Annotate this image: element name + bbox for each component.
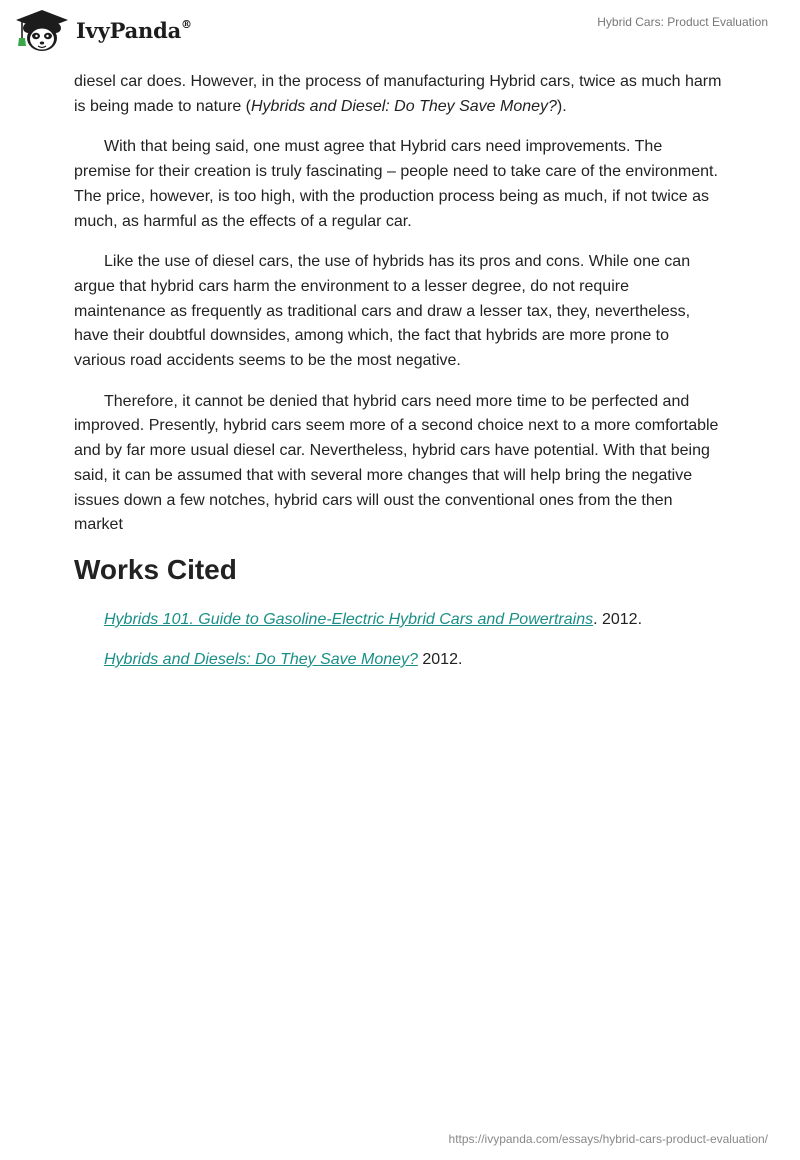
paragraph-2: With that being said, one must agree that Hybrid cars need improvements. The premise for their creation is truly fascinating – people need to take care of the environment. The price, however, is too high, with the production process being as much, if not twice as much, as harmful as the effects of a regular car. xyxy=(74,138,718,230)
paragraph-1: diesel car does. However, in the process of manufacturing Hybrid cars, twice as much harm is being made to nature (Hybrids and Diesel: Do They Save Money?). xyxy=(74,73,722,115)
panda-logo-icon xyxy=(14,8,70,52)
page-url: https://ivypanda.com/essays/hybrid-cars-product-evaluation/ xyxy=(448,1132,768,1146)
paragraph-4: Therefore, it cannot be denied that hybrid cars need more time to be perfected and improved. Presently, hybrid cars seem more of a second choice next to a more comfortable and by far more usual diesel car. Nevertheless, hybrid cars have potential. With that being said, it can be assumed that with several more changes that will help bring the negative issues down a few notches, hybrid cars will oust the conventional ones from the then market xyxy=(74,392,719,534)
citation-link-hybrids-diesels[interactable]: Hybrids and Diesels: Do They Save Money? xyxy=(104,650,418,668)
page-header xyxy=(0,0,800,60)
document-title: Hybrid Cars: Product Evaluation xyxy=(597,15,768,29)
paragraph-3: Like the use of diesel cars, the use of hybrids has its pros and cons. While one can argue that hybrid cars harm the environment to a lesser degree, do not require maintenance as frequently as traditional cars and draw a lesser tax, they, nevertheless, have their doubtful downsides, among which, the fact that hybrids are more prone to various road accidents seems to be the most negative. xyxy=(74,253,691,370)
citation-link-hybrids-101[interactable]: Hybrids 101. Guide to Gasoline-Electric Hybrid Cars and Powertrains xyxy=(104,610,594,628)
citation-item: Hybrids and Diesels: Do They Save Money? 2012. xyxy=(104,650,463,668)
essay-content xyxy=(74,70,722,688)
ivypanda-logo[interactable] xyxy=(14,8,192,52)
logo-text: IvyPanda® xyxy=(76,17,192,43)
works-cited-heading: Works Cited xyxy=(74,553,237,585)
inline-citation: Hybrids and Diesel: Do They Save Money? xyxy=(251,97,557,115)
citation-item: Hybrids 101. Guide to Gasoline-Electric Hybrid Cars and Powertrains. 2012. xyxy=(104,610,643,628)
